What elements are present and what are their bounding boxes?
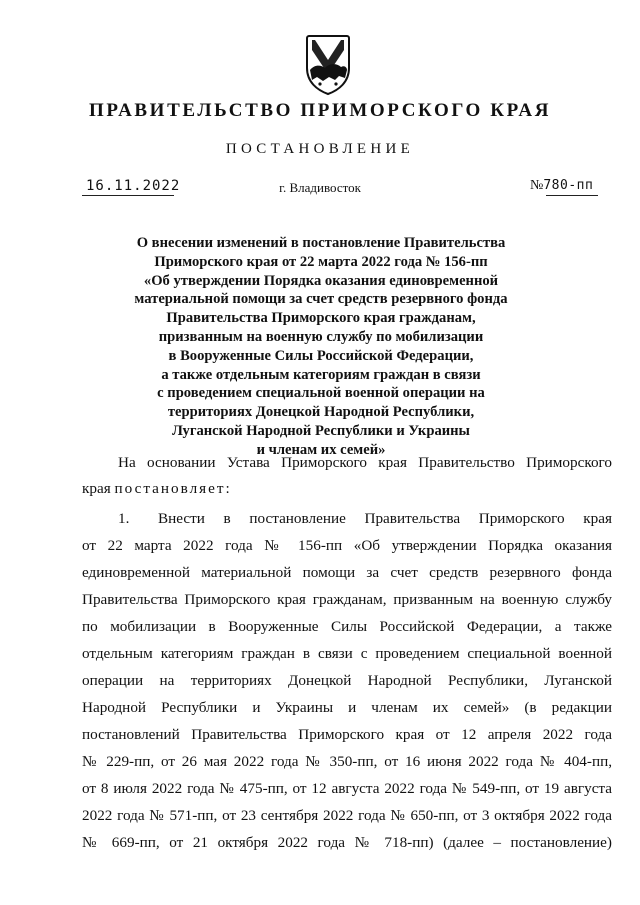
item-line: Народной Республики и Украины и членам их семей» (в редакции [82,699,612,716]
item-line: по мобилизации в Вооруженные Силы Российской Федерации, а также [82,618,612,635]
item-line: постановлений Правительства Приморского края от 12 апреля 2022 года [82,726,612,743]
number-value: 780-пп [543,178,594,193]
heading-line: «Об утверждении Порядка оказания единовременной [143,272,499,289]
item-line: Внести в постановление Правительства Приморского края [158,510,612,527]
preamble-line: На основании Устава Приморского края Правительство Приморского [118,454,612,471]
heading-line: материальной помощи за счет средств резервного фонда [134,291,508,308]
document-city: г. Владивосток [279,180,361,195]
item-line: № 229-пп, от 26 мая 2022 года № 350-пп, от 16 июня 2022 года № 404-пп, [82,753,612,770]
document-heading [90,234,552,460]
heading-line: в Вооруженные Силы Российской Федерации, [168,347,474,364]
preamble-line [82,480,612,504]
document-number [530,178,593,194]
item-line: от 8 июля 2022 года № 475-пп, от 12 августа 2022 года № 549-пп, от 19 августа [82,780,612,797]
number-sign: № [530,178,544,193]
number-underline [546,195,598,196]
document-type: ПОСТАНОВЛЕНИЕ [225,141,415,157]
item-line: операции на территориях Донецкой Народной Республики, Луганской [82,672,612,689]
heading-line: призванным на военную службу по мобилизации [158,328,484,345]
item-line: № 669-пп, от 21 октября 2022 года № 718-пп) (далее – постановление) [82,834,612,851]
preamble-text: края [82,480,115,497]
item-number: 1. [118,510,130,527]
heading-line: и членам их семей» [256,441,386,458]
document-date: 16.11.2022 [86,178,181,194]
coat-of-arms-icon [301,34,355,96]
item-line: Правительства Приморского края гражданам, призванным на военную службу [82,591,612,608]
heading-line: с проведением специальной военной операции на [157,385,485,402]
item-line: 2022 года № 571-пп, от 23 сентября 2022 года № 650-пп, от 3 октября 2022 года [82,807,612,824]
resolves-keyword: постановляет: [114,480,232,497]
government-title: ПРАВИТЕЛЬСТВО ПРИМОРСКОГО КРАЯ [88,100,552,121]
item-line: единовременной материальной помощи за счет средств резервного фонда [82,564,612,581]
heading-line: Луганской Народной Республики и Украины [172,422,470,439]
heading-line: О внесении изменений в постановление Правительства [136,235,506,251]
item-line: от 22 марта 2022 года № 156-пп «Об утверждении Порядка оказания [82,537,612,554]
heading-line: Правительства Приморского края гражданам, [166,310,476,327]
item-line: отдельным категориям граждан в связи с проведением специальной военной [82,645,612,662]
heading-line: территориях Донецкой Народной Республики, [167,404,475,421]
heading-line: Приморского края от 22 марта 2022 года № 156-пп [154,253,488,270]
heading-line: а также отдельным категориям граждан в связи [161,366,481,383]
